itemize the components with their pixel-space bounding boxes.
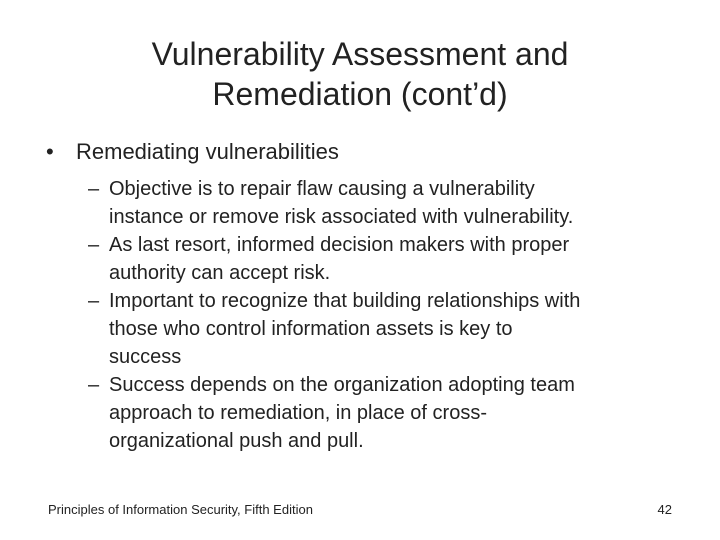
dash-icon: – [88,178,100,200]
text-line: those who control information assets is key to [109,318,513,340]
text-line: organizational push and pull. [109,430,364,452]
text-line: success [109,346,182,368]
sub-bullet-relationships [88,287,688,371]
text-line: Objective is to repair flaw causing a vulnerability [109,178,535,200]
sub-bullet-text [109,371,688,455]
sub-bullet-last-resort [88,231,688,287]
slide-title [0,34,720,114]
text-line: Important to recognize that building relationships with [109,290,581,312]
dash-icon: – [88,374,100,396]
text-line: authority can accept risk. [109,262,331,284]
text-line: As last resort, informed decision makers with proper [109,234,570,256]
sub-bullet-text [109,231,688,287]
sub-bullet-success [88,371,688,455]
text-line: approach to remediation, in place of cross- [109,402,487,424]
slide-title-line-2: Remediation (cont’d) [212,76,508,112]
sub-bullet-text [109,175,688,231]
text-line: instance or remove risk associated with vulnerability. [109,206,574,228]
sub-bullet-list [88,175,688,455]
text-line: Success depends on the organization adopting team [109,374,575,396]
bullet-remediating-vulnerabilities [46,138,339,166]
sub-bullet-objective [88,175,688,231]
dash-icon: – [88,234,100,256]
bullet-text: Remediating vulnerabilities [76,139,339,164]
page-number: 42 [657,502,672,517]
sub-bullet-text [109,287,688,371]
footer-book-title: Principles of Information Security, Fifth Edition [48,502,313,517]
bullet-dot-icon: • [46,139,54,164]
dash-icon: – [88,290,100,312]
slide-title-line-1: Vulnerability Assessment and [151,36,569,72]
